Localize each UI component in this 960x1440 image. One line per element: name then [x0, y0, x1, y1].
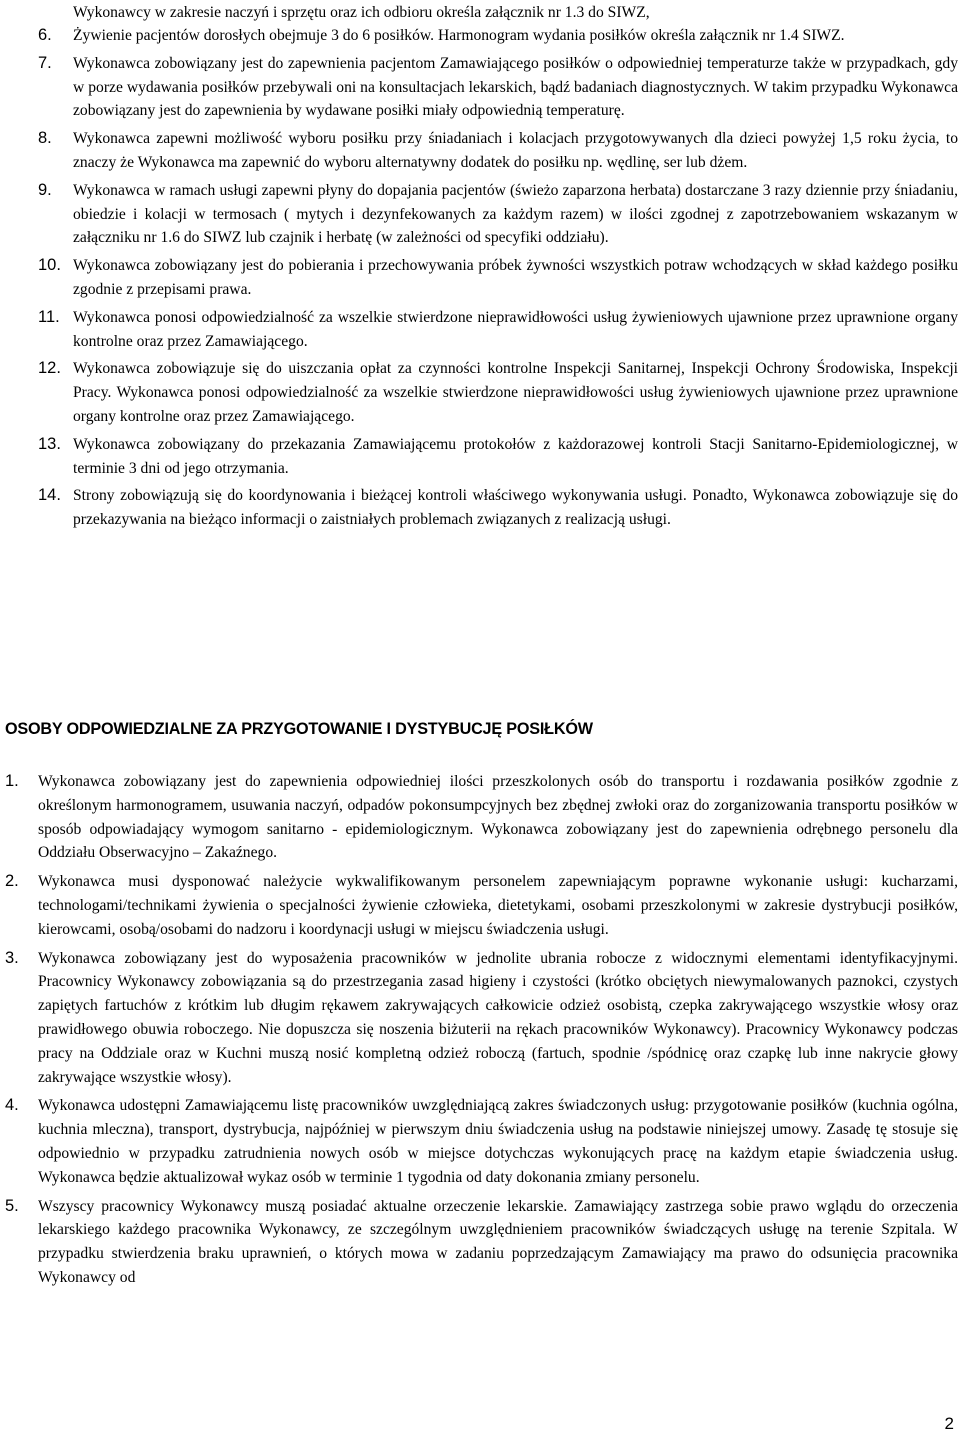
item-number: 2. [5, 872, 19, 891]
item-number: 11. [38, 307, 60, 326]
item-number: 5. [5, 1196, 19, 1215]
item-number: 9. [38, 180, 52, 199]
list-item [0, 306, 958, 354]
list-item [0, 52, 958, 123]
item-text: Wykonawca zapewni możliwość wyboru posiłku przy śniadaniach i kolacjach przygotowywanych dla dzieci powyżej 1,5 roku życia, to znaczy że Wykonawca ma zapewnić do wyboru alternatywny dodatek do posiłku np. wędlinę, ser lub dżem. [73, 130, 958, 171]
item-number: 1. [5, 772, 19, 790]
item-text: Wykonawca ponosi odpowiedzialność za wszelkie stwierdzone nieprawidłowości usług żywieniowych ujawnione przez uprawnione organy kontrolne oraz przez Zamawiającego. [73, 308, 958, 350]
list-item [0, 357, 958, 428]
page-number: 2 [944, 1414, 954, 1433]
item-number: 7. [38, 53, 52, 72]
item-number: 4. [5, 1096, 19, 1115]
item-text: Wszyscy pracownicy Wykonawcy muszą posiadać aktualne orzeczenie lekarskie. Zamawiający zastrzega sobie prawo wglądu do orzeczenia lekarskiego każdego pracownika Wykonawcy, ze szczególnym uwzględnieniem pracowników świadczących usługę na terenie Szpitala. W przypadku stwierdzenia braku uprawnień, o których mowa w zadaniu poprzedzającym Zamawiający ma prawo do odsunięcia pracownika Wykonawcy od [38, 1197, 958, 1286]
intro-line: Wykonawcy w zakresie naczyń i sprzętu oraz ich odbioru określa załącznik nr 1.3 do SIWZ, [73, 4, 650, 21]
item-number: 6. [38, 26, 52, 44]
item-text: Wykonawca zobowiązany jest do zapewnienia pacjentom Zamawiającego posiłków o odpowiedniej temperaturze także w przypadkach, gdy w porze wydawania posiłków przebywali oni na konsultacjach lekarskich, bądź badaniach diagnostycznych. W takim przypadku Wykonawca zobowiązany jest do zapewnienia by wydawane posiłki miały odpowiednią temperaturę. [73, 54, 958, 120]
item-number: 8. [38, 129, 52, 148]
item-text: Wykonawca zobowiązany jest do pobierania i przechowywania próbek żywności wszystkich potraw wchodzących w skład każdego posiłku zgodnie z przepisami prawa. [73, 257, 958, 298]
requirements-list [0, 24, 960, 536]
list-item [0, 1195, 958, 1290]
item-text: Wykonawca zobowiązany jest do zapewnienia odpowiedniej ilości przeszkolonych osób do transportu i rozdawania posiłków zgodnie z określonym harmonogramem, usuwania naczyń, odpadów pokonsumpcyjnych bez zbędnej zwłoki oraz do zorganizowania transportu posiłków w sposób odpowiadający wymogom sanitarno - epidemiologicznym. Wykonawca zobowiązany jest do zapewnienia odrębnego personelu dla Oddziału Obserwacyjno – Zakaźnego. [38, 773, 958, 862]
section-heading: OSOBY ODPOWIEDZIALNE ZA PRZYGOTOWANIE I DYSTYBUCJĘ POSIŁKÓW [5, 720, 593, 738]
item-number: 10. [38, 256, 61, 275]
list-item [0, 127, 958, 175]
list-item [0, 179, 958, 250]
list-item [0, 484, 958, 532]
item-text: Wykonawca zobowiązany jest do wyposażenia pracowników w jednolite ubrania robocze z widocznymi elementami identyfikacyjnymi. Pracownicy Wykonawcy zobowiązania są do przestrzegania zasad higieny i czystości (krótko obciętych niewymalowanych paznokci, czystych zapiętych fartuchów z krótkim lub długim rękawem zakrywających całkowicie odzież osobistą, czepka zakrywającego wszystkie włosy oraz prawidłowego obuwia roboczego. Nie dopuszcza się noszenia biżuterii na rękach pracowników Wykonawcy). Pracownicy Wykonawcy podczas pracy na Oddziale oraz w Kuchni muszą nosić kompletną odzież roboczą (fartuch, spodnie /spódnicę oraz czapkę lub inne nakrycie głowy zakrywające wszystkie włosy). [38, 949, 958, 1086]
item-text: Wykonawca w ramach usługi zapewni płyny do dopajania pacjentów (świeżo zaparzona herbata) dostarczane 3 razy dziennie przy śniadaniu, obiedzie i kolacji w termosach ( mytych i dezynfekowanych za każdym razem) w ilości zgodnej z zapotrzebowaniem wskazanym w załączniku nr 1.6 do SIWZ lub czajnik i herbatę (w zależności od specyfiki oddziału). [73, 181, 958, 247]
item-text: Wykonawca musi dysponować należycie wykwalifikowanym personelem zapewniającym poprawne wykonanie usługi: kucharzami, technologami/technikami żywienia o specjalności żywienie człowieka, dietetykami, osobami przeszkolonymi w zakresie dystrybucji posiłków, kierowcami, osobą/osobami do nadzoru i koordynacji usługi w miejscu świadczenia usługi. [38, 873, 958, 938]
list-item [0, 947, 958, 1090]
list-item [0, 254, 958, 302]
item-text: Wykonawca zobowiązuje się do uiszczania opłat za czynności kontrolne Inspekcji Sanitarnej, Inspekcji Ochrony Środowiska, Inspekcji Pracy. Wykonawca ponosi odpowiedzialność za wszelkie stwierdzone nieprawidłowości usług żywieniowych ujawnione przez uprawnione organy kontrolne oraz przez Zamawiającego. [73, 360, 958, 425]
staff-requirements-list [0, 770, 960, 1295]
item-number: 13. [38, 434, 61, 453]
item-text: Wykonawca udostępni Zamawiającemu listę pracowników uwzględniającą zakres świadczonych usług: przygotowanie posiłków (kuchnia ogólna, kuchnia mleczna), transport, dystrybucja, najpóźniej w pierwszym dniu świadczenia usług na podstawie niniejszej umowy. Zasadę tę stosuje się odpowiednio w przypadku zatrudnienia nowych osób w miejsce dotychczas wykonujących pracę na każdym etapie świadczenia usług. Wykonawca będzie aktualizował wykaz osób w terminie 1 tygodnia od daty dokonania zmiany personelu. [38, 1097, 958, 1186]
list-item [0, 870, 958, 941]
list-item [0, 433, 958, 481]
list-item [0, 24, 958, 48]
item-text: Wykonawca zobowiązany do przekazania Zamawiającemu protokołów z każdorazowej kontroli Stacji Sanitarno-Epidemiologicznej, w terminie 3 dni od jego otrzymania. [73, 435, 958, 477]
list-item [0, 770, 958, 865]
item-number: 3. [5, 948, 19, 967]
item-text: Żywienie pacjentów dorosłych obejmuje 3 do 6 posiłków. Harmonogram wydania posiłków określa załącznik nr 1.4 SIWZ. [73, 27, 845, 44]
item-number: 14. [38, 486, 61, 505]
list-item [0, 1094, 958, 1189]
item-number: 12. [38, 359, 61, 378]
item-text: Strony zobowiązują się do koordynowania i bieżącej kontroli właściwego wykonywania usługi. Ponadto, Wykonawca zobowiązuje się do przekazywania na bieżąco informacji o zaistniałych problemach związanych z realizacją usługi. [73, 487, 958, 529]
